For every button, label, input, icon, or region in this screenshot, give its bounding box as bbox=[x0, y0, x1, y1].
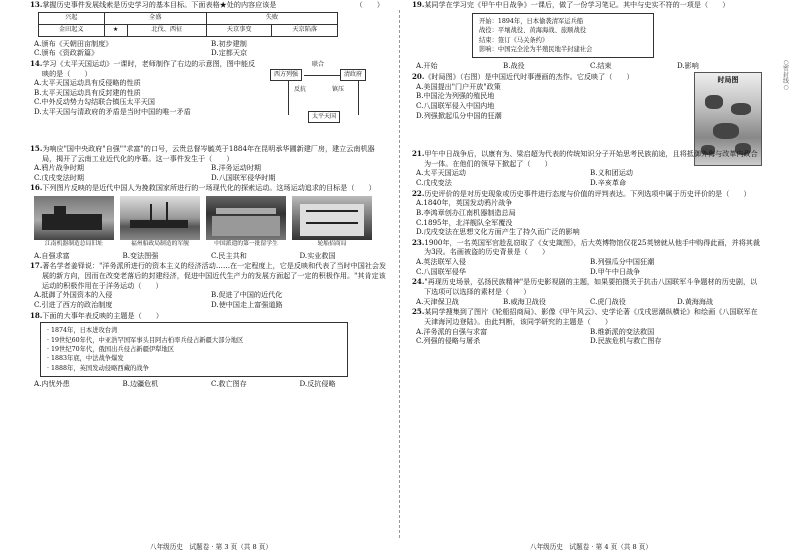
question-number: 22. bbox=[412, 188, 425, 198]
cartoon-title: 时局图 bbox=[717, 75, 739, 85]
option-d[interactable]: D.实业救国 bbox=[299, 250, 336, 260]
option-b[interactable]: B.洋务运动时期 bbox=[211, 163, 262, 173]
option-b[interactable]: B.促进了中国的近代化 bbox=[211, 290, 283, 300]
option-c[interactable]: C.中外反动势力勾结联合镇压太平天国 bbox=[34, 97, 155, 107]
option-c[interactable]: C.引进了西方的政治制度 bbox=[34, 299, 113, 309]
answer-bracket[interactable]: （ ） bbox=[63, 68, 92, 78]
option-d[interactable]: D.甲午中日战争 bbox=[590, 266, 641, 276]
option-a[interactable]: A.抵御了外国资本的入侵 bbox=[34, 290, 113, 300]
option-b[interactable]: B.列强瓜分中国狂潮 bbox=[590, 257, 655, 267]
option-d[interactable]: D.反抗侵略 bbox=[299, 379, 336, 389]
photo-warship bbox=[120, 196, 200, 249]
question-18 bbox=[30, 311, 388, 389]
note-line: 影响：中国完全沦为半殖民地半封建社会 bbox=[479, 45, 593, 53]
option-c[interactable]: C.八国联军侵入中国内地 bbox=[416, 100, 495, 110]
answer-bracket[interactable]: （ ） bbox=[605, 72, 634, 82]
question-number: 13. bbox=[30, 0, 43, 9]
question-stem: 学习《太平天国运动》一课时，老师制作了右边的示意图，图中能反映的是 bbox=[42, 58, 256, 78]
photo-caption: 江南机器制造总局旧址 bbox=[45, 241, 103, 248]
question-number: 21. bbox=[412, 149, 425, 159]
column-divider bbox=[399, 10, 400, 538]
question-stem: 历史评价的是对历史现象或历史事件进行态度与价值的评判表达。下列选项中属于历史评价的是 bbox=[424, 188, 723, 198]
option-b[interactable]: B.中国沦为列强的殖民地 bbox=[416, 91, 495, 101]
option-d[interactable]: D.影响 bbox=[677, 61, 699, 71]
option-c[interactable]: C.民主共和 bbox=[211, 250, 247, 260]
table-head-fail: 失败 bbox=[206, 12, 337, 24]
question-number: 14. bbox=[30, 58, 43, 68]
left-column bbox=[30, 0, 388, 540]
question-stem: 甲午中日战争后，以康有为、梁启超为代表的传统知识分子开始思考民族前途，且将抵御外侮与改革内政合为一体。在他们的领导下掀起了 bbox=[424, 149, 758, 168]
question-16 bbox=[30, 183, 388, 260]
option-a[interactable]: A.开始 bbox=[416, 61, 438, 71]
option-a[interactable]: A.天津保卫战 bbox=[416, 296, 459, 306]
question-19 bbox=[412, 0, 764, 71]
page-footer-right: 八年级历史 试题卷 · 第 4 页（共 8 页） bbox=[530, 543, 652, 551]
option-b[interactable]: B.维新派的变法救国 bbox=[590, 326, 655, 336]
right-column bbox=[412, 0, 764, 540]
answer-bracket[interactable]: （ ） bbox=[520, 247, 550, 257]
option-d[interactable]: D.太平天国与清政府的矛盾是当时中国的唯一矛盾 bbox=[34, 107, 191, 117]
relation-label: 镇压 bbox=[332, 85, 345, 93]
question-stem: 某同学在学习完《甲午中日战争》一课后，做了一份学习笔记。其中与史实不符的一项是 bbox=[424, 0, 701, 9]
question-number: 25. bbox=[412, 307, 425, 317]
option-a[interactable]: A.颁布《天朝田亩制度》 bbox=[34, 38, 113, 48]
photo-strip bbox=[34, 196, 388, 249]
option-b[interactable]: B.变法图强 bbox=[122, 250, 159, 260]
question-17 bbox=[30, 261, 388, 309]
option-c[interactable]: C.1895年，北洋舰队全军覆没 bbox=[416, 217, 513, 227]
question-number: 24. bbox=[412, 277, 425, 287]
option-a[interactable]: A.英法联军入侵 bbox=[416, 257, 466, 267]
option-b[interactable]: B.初步建制 bbox=[211, 38, 247, 48]
chronology-box bbox=[40, 322, 348, 377]
question-number: 19. bbox=[412, 0, 425, 9]
option-b[interactable]: B.义和团运动 bbox=[590, 168, 633, 178]
option-c[interactable]: C.八国联军侵华 bbox=[416, 266, 466, 276]
option-a[interactable]: A.太平天国运动 bbox=[416, 168, 466, 178]
option-d[interactable]: D.使中国走上富强道路 bbox=[211, 299, 283, 309]
event-line: · 19世纪60年代，中亚浩罕国军事头目阿古柏率兵侵占新疆大部分地区 bbox=[47, 336, 244, 344]
answer-bracket[interactable]: （ ） bbox=[722, 188, 751, 198]
option-a[interactable]: A.鸦片战争时期 bbox=[34, 163, 84, 173]
question-stem: 掌握历史事件发展线索是历史学习的基本目标。下面表格★处的内容应该是 bbox=[42, 0, 277, 9]
question-stem: 著名学者姜铎说："洋务派所进行的资本主义的经济活动……在一定程度上，它是反映和代表了当时中国社会发展的新方向，因而在改变老落后的封建经济，促进中国近代生产力的发展方面起了一定的积极作用。"其肯定该运动的积极作用在于洋务运动 bbox=[42, 261, 387, 290]
question-number: 15. bbox=[30, 143, 43, 153]
arrow-line bbox=[288, 81, 289, 115]
answer-bracket[interactable]: （ ） bbox=[205, 153, 234, 163]
option-d[interactable]: D.戊戌变法在思想文化方面产生了持久而广泛的影响 bbox=[416, 227, 580, 237]
table-cell-star: ★ bbox=[104, 24, 127, 36]
table-cell: 北伐、西征 bbox=[127, 24, 206, 36]
option-b[interactable]: B.战役 bbox=[503, 61, 525, 71]
arrow-line bbox=[304, 75, 340, 76]
question-number: 18. bbox=[30, 310, 43, 320]
question-number: 17. bbox=[30, 261, 43, 271]
option-a[interactable]: A.太平天国运动具有反侵略的性质 bbox=[34, 78, 141, 88]
question-23 bbox=[412, 238, 764, 277]
option-d[interactable]: D.辛亥革命 bbox=[590, 177, 627, 187]
answer-bracket[interactable]: （ ） bbox=[523, 158, 552, 168]
question-15 bbox=[30, 144, 388, 183]
option-c[interactable]: C.戊戌变法时期 bbox=[34, 172, 84, 182]
question-22 bbox=[412, 189, 764, 237]
option-c[interactable]: C.虎门战役 bbox=[590, 296, 626, 306]
option-c[interactable]: C.颁布《资政新篇》 bbox=[34, 48, 99, 58]
question-number: 20. bbox=[412, 72, 425, 82]
event-line: · 1883年底，中法战争爆发 bbox=[47, 355, 124, 363]
question-stem: 1900年，一名英国军官趁乱窃取了《女史箴图》，后大英博物馆仅花25英镑就从他手中购得此画，并将其裁为3段。名画被盗的历史背景是 bbox=[424, 237, 760, 257]
note-line: 开始：1894年，日本偷袭清军运兵船 bbox=[479, 17, 584, 25]
option-c[interactable]: C.结束 bbox=[590, 61, 612, 71]
answer-bracket[interactable]: （ ） bbox=[347, 183, 376, 193]
note-line: 战役：平壤战役、黄海海战、旅顺战役 bbox=[479, 27, 587, 35]
photo-jiangnan-arsenal bbox=[34, 196, 114, 249]
question-number: 16. bbox=[30, 183, 43, 193]
question-13 bbox=[30, 0, 388, 58]
question-stem: 某同学搜集到了图片《轮船招商局》、影像《甲午风云》、史学论著《戊戌思潮纵横论》和绘画《八国联军在天津海河边登陆》。由此判断，该同学研究的主题是 bbox=[424, 307, 758, 326]
relation-label: 联合 bbox=[312, 60, 325, 68]
photo-merchants-bureau bbox=[292, 196, 372, 249]
option-b[interactable]: B.李鸿章创办江南机器制造总局 bbox=[416, 207, 516, 217]
question-stem: 《时局图》（右图）是中国近代时事漫画的杰作。它反映了 bbox=[424, 72, 606, 82]
question-21 bbox=[412, 149, 764, 188]
node-taiping: 太平天国 bbox=[308, 111, 340, 123]
table-head-peak: 全盛 bbox=[104, 12, 206, 24]
option-a[interactable]: A.内忧外患 bbox=[34, 379, 70, 389]
answer-bracket[interactable]: （ ） bbox=[701, 0, 730, 9]
answer-bracket[interactable]: （ ） bbox=[355, 0, 384, 9]
photo-students bbox=[206, 196, 286, 249]
binding-line-marks: ○密封线○ bbox=[782, 59, 789, 92]
relation-diagram bbox=[270, 61, 380, 127]
option-d[interactable]: D.列强掀起瓜分中国的狂潮 bbox=[416, 110, 502, 120]
question-stem: 下列图片反映的是近代中国人为挽救国家所进行的一场现代化的探索运动。这场运动追求的目标是 bbox=[42, 183, 348, 193]
answer-bracket[interactable]: （ ） bbox=[583, 316, 612, 326]
question-stem: 为响应"国中央政府"自强""求富"的口号，云贵总督岑毓英于1884年在昆明承华圃新建厂房，建立云南机器局，揭开了云南工业近代化的序幕。这一事件发生于 bbox=[42, 143, 375, 163]
event-line: · 19世纪70年代，俄国出兵侵占新疆伊犁地区 bbox=[47, 346, 175, 354]
table-cell: 天京事变 bbox=[206, 24, 272, 36]
option-b[interactable]: B.边疆危机 bbox=[122, 379, 159, 389]
question-24 bbox=[412, 277, 764, 306]
photo-caption: 轮船招商局 bbox=[317, 241, 347, 248]
answer-bracket[interactable]: （ ） bbox=[134, 310, 163, 320]
option-a[interactable]: A.自强求富 bbox=[34, 250, 70, 260]
option-a[interactable]: A.1840年，英国发动鸦片战争 bbox=[416, 198, 513, 208]
photo-caption: 中国派遣的第一批留学生 bbox=[214, 241, 278, 248]
event-line: · 1874年，日本进攻台湾 bbox=[47, 327, 118, 335]
option-d[interactable]: D.定都天京 bbox=[211, 48, 248, 58]
option-b[interactable]: B.威海卫战役 bbox=[503, 296, 546, 306]
study-notes-box bbox=[472, 13, 654, 59]
page-footer-left: 八年级历史 试题卷 · 第 3 页（共 8 页） bbox=[150, 543, 272, 551]
table-cell: 天京陷落 bbox=[272, 24, 338, 36]
question-14 bbox=[30, 59, 388, 143]
question-stem: 下面的大事年表反映的主题是 bbox=[42, 310, 135, 320]
node-qing-government: 清政府 bbox=[340, 69, 366, 81]
event-line: · 1888年，英国发动侵略西藏的战争 bbox=[47, 364, 149, 372]
arrow-line bbox=[358, 81, 359, 115]
note-line: 结束：签订《马关条约》 bbox=[479, 36, 549, 44]
events-table bbox=[38, 12, 338, 37]
option-c[interactable]: C.救亡图存 bbox=[211, 379, 247, 389]
answer-bracket[interactable]: （ ） bbox=[502, 287, 531, 296]
question-number: 23. bbox=[412, 237, 425, 247]
option-d[interactable]: D.黄海海战 bbox=[677, 296, 714, 306]
question-25 bbox=[412, 307, 764, 346]
option-a[interactable]: A.美国提出"门户开放"政策 bbox=[416, 81, 501, 91]
option-a[interactable]: A.洋务派的自强与求富 bbox=[416, 326, 488, 336]
answer-bracket[interactable]: （ ） bbox=[134, 280, 163, 290]
option-c[interactable]: C.戊戌变法 bbox=[416, 177, 452, 187]
option-d[interactable]: D.八国联军侵华时期 bbox=[211, 172, 276, 182]
option-d[interactable]: D.民族危机与救亡图存 bbox=[590, 336, 662, 346]
option-c[interactable]: C.列强的侵略与屠杀 bbox=[416, 336, 481, 346]
node-western-powers: 西方列强 bbox=[270, 69, 302, 81]
question-20 bbox=[412, 72, 764, 148]
relation-label: 反抗 bbox=[294, 85, 307, 93]
photo-caption: 福州船政局制造的军舰 bbox=[131, 241, 189, 248]
table-head-rise: 兴起 bbox=[39, 12, 105, 24]
option-b[interactable]: B.太平天国运动具有反封建的性质 bbox=[34, 87, 141, 97]
question-stem: "再现历史场景，弘扬民族精神"是历史影视剧的主题，如果要拍摄关于抗击八国联军斗争题材的历史剧，以下选项可以选择的素材是 bbox=[424, 277, 758, 296]
table-cell: 金田起义 bbox=[39, 24, 105, 36]
